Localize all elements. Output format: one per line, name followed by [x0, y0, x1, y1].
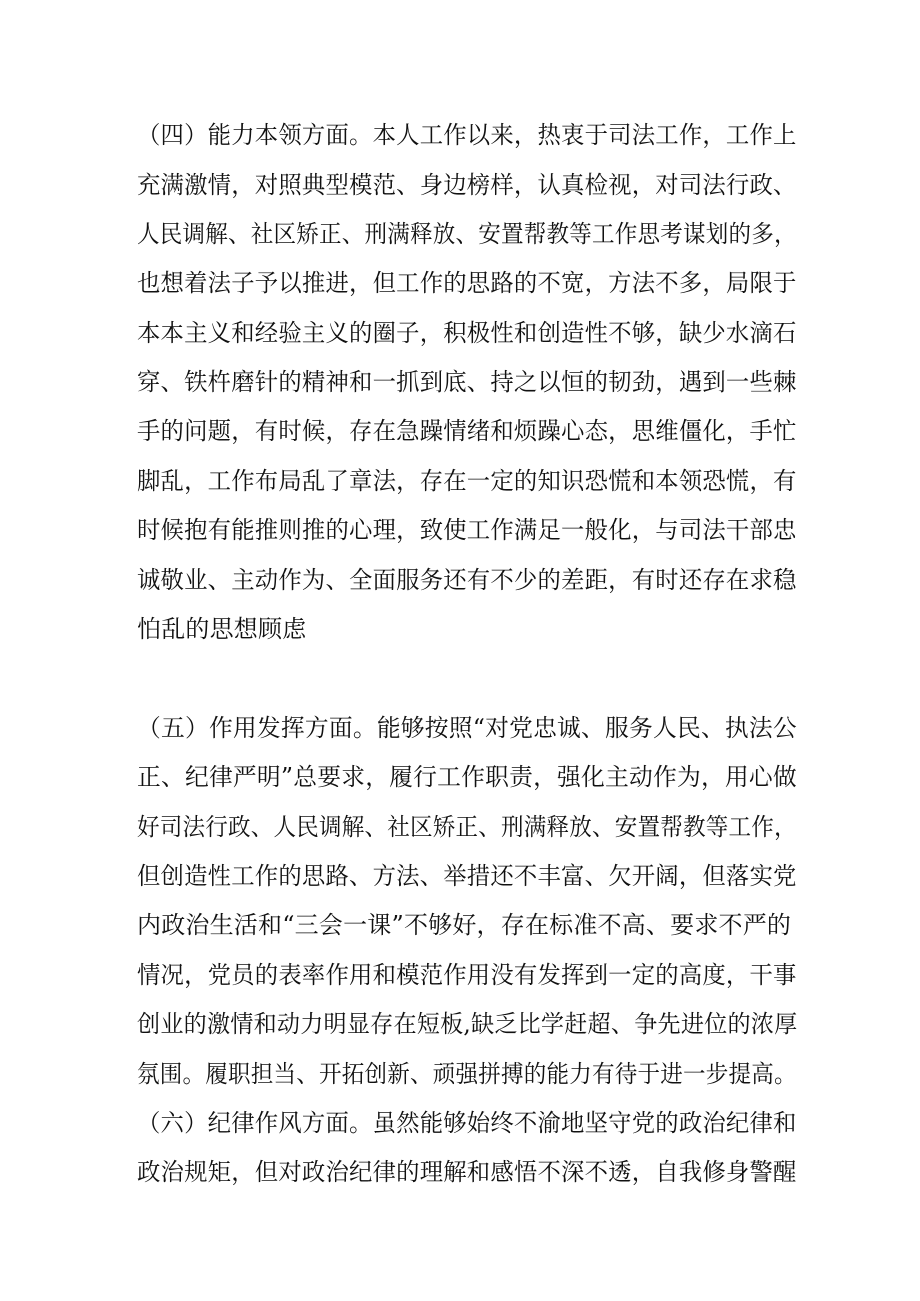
paragraph-line: 正、纪律严明”总要求，履行工作职责，强化主动作为，用心做	[137, 763, 797, 791]
paragraph-line: 怕乱的思想顾虑	[137, 615, 307, 643]
paragraph-line: 本本主义和经验主义的圈子，积极性和创造性不够，缺少水滴石	[137, 319, 797, 347]
paragraph-line: （五）作用发挥方面。能够按照“对党忠诚、服务人民、执法公	[137, 714, 797, 742]
paragraph-line: （六）纪律作风方面。虽然能够始终不渝地坚守党的政治纪律和	[137, 1109, 797, 1137]
paragraph-line: 内政治生活和“三会一课”不够好，存在标准不高、要求不严的	[137, 911, 792, 939]
paragraph-line: 也想着法子予以推进，但工作的思路的不宽，方法不多，局限于	[137, 269, 797, 297]
paragraph-line: 创业的激情和动力明显存在短板,缺乏比学赶超、争先进位的浓厚	[137, 1010, 798, 1038]
paragraph-line: 氛围。履职担当、开拓创新、顽强拼搏的能力有待于进一步提高。	[137, 1060, 797, 1088]
paragraph-line: 时候抱有能推则推的心理，致使工作满足一般化，与司法干部忠	[137, 516, 797, 544]
paragraph-line: 好司法行政、人民调解、社区矫正、刑满释放、安置帮教等工作，	[137, 813, 797, 841]
paragraph-line: 情况，党员的表率作用和模范作用没有发挥到一定的高度，干事	[137, 961, 797, 989]
paragraph-line: 但创造性工作的思路、方法、举措还不丰富、欠开阔，但落实党	[137, 862, 797, 890]
paragraph-line: 充满激情，对照典型模范、身边榜样，认真检视，对司法行政、	[137, 171, 797, 199]
paragraph-line: 诚敬业、主动作为、全面服务还有不少的差距，有时还存在求稳	[137, 566, 797, 594]
paragraph-line: 手的问题，有时候，存在急躁情绪和烦躁心态，思维僵化，手忙	[137, 417, 797, 445]
paragraph-line: 穿、铁杵磨针的精神和一抓到底、持之以恒的韧劲，遇到一些棘	[137, 368, 797, 396]
paragraph-line: 政治规矩，但对政治纪律的理解和感悟不深不透，自我修身警醒	[137, 1158, 797, 1186]
paragraph-line: （四）能力本领方面。本人工作以来，热衷于司法工作，工作上	[137, 121, 797, 149]
paragraph-line: 人民调解、社区矫正、刑满释放、安置帮教等工作思考谋划的多，	[137, 220, 797, 248]
paragraph-line: 脚乱，工作布局乱了章法，存在一定的知识恐慌和本领恐慌，有	[137, 467, 797, 495]
